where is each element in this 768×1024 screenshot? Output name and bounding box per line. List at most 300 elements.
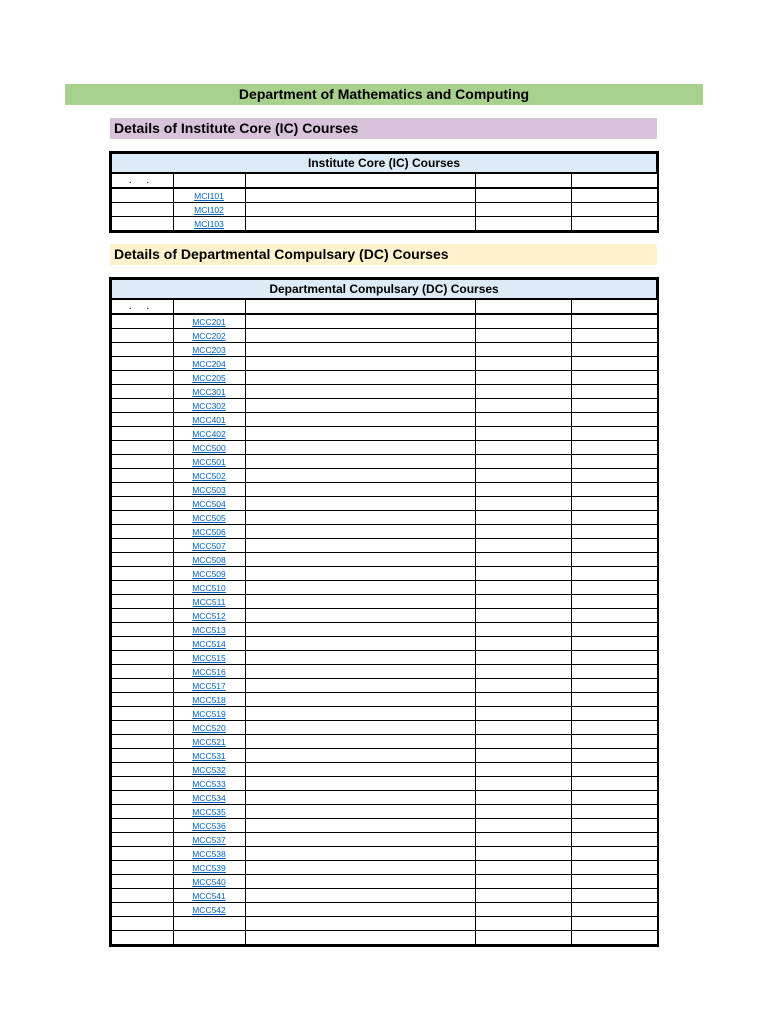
course-code-link[interactable]: MCC204 [192,358,226,369]
table-cell [475,441,571,455]
table-cell [245,693,475,707]
course-code-link[interactable]: MCC541 [192,890,226,901]
table-row [111,567,657,581]
course-code-link[interactable]: MCC520 [192,722,226,733]
table-cell [475,595,571,609]
table-cell [245,314,475,329]
table-cell [111,553,173,567]
course-code-link[interactable]: MCC517 [192,680,226,691]
table-cell [571,609,657,623]
table-cell [111,427,173,441]
course-code-cell [173,525,245,539]
table-cell [173,931,245,946]
ic-header-cell [173,173,245,188]
dc-header-dots: . . [111,299,173,314]
table-cell [571,497,657,511]
course-code-link[interactable]: MCI101 [194,190,224,201]
course-code-cell [173,511,245,525]
table-cell [475,539,571,553]
table-cell [111,217,173,232]
course-code-cell [173,399,245,413]
table-cell [571,343,657,357]
course-code-link[interactable]: MCC542 [192,904,226,915]
table-cell [475,931,571,946]
table-row [111,399,657,413]
table-row [111,188,657,203]
table-row [111,595,657,609]
dc-header-row [111,299,657,314]
table-row [111,581,657,595]
table-cell [475,637,571,651]
course-code-link[interactable]: MCC201 [192,316,226,327]
table-cell [475,314,571,329]
table-cell [245,203,475,217]
table-cell [245,469,475,483]
table-cell [245,805,475,819]
table-row [111,441,657,455]
course-code-cell [173,497,245,511]
table-cell [475,371,571,385]
dc-header-cell [173,299,245,314]
table-cell [475,413,571,427]
table-cell [111,665,173,679]
department-banner: Department of Mathematics and Computing [65,84,703,105]
course-code-cell [173,609,245,623]
course-code-cell [173,203,245,217]
table-row [111,357,657,371]
table-cell [245,931,475,946]
course-code-cell [173,791,245,805]
course-code-link[interactable]: MCC519 [192,708,226,719]
course-code-link[interactable]: MCC515 [192,652,226,663]
table-cell [571,329,657,343]
table-cell [475,651,571,665]
dc-header-cell [475,299,571,314]
table-cell [111,847,173,861]
course-code-link[interactable]: MCC302 [192,400,226,411]
table-cell [245,217,475,232]
table-cell [571,651,657,665]
table-row [111,665,657,679]
table-row [111,889,657,903]
table-row [111,314,657,329]
table-cell [245,623,475,637]
table-cell [571,385,657,399]
course-code-link[interactable]: MCC535 [192,806,226,817]
table-cell [245,511,475,525]
table-cell [245,329,475,343]
table-row [111,903,657,917]
table-cell [571,441,657,455]
table-cell [571,721,657,735]
course-code-cell [173,805,245,819]
table-row [111,707,657,721]
table-cell [475,623,571,637]
course-code-link[interactable]: MCC536 [192,820,226,831]
table-row [111,217,657,232]
table-cell [475,693,571,707]
table-row [111,637,657,651]
table-cell [111,343,173,357]
table-cell [571,539,657,553]
table-cell [571,679,657,693]
course-code-cell [173,469,245,483]
course-code-cell [173,721,245,735]
course-code-cell [173,861,245,875]
table-cell [475,385,571,399]
table-cell [245,763,475,777]
table-cell [571,847,657,861]
table-cell [111,903,173,917]
course-code-cell [173,833,245,847]
table-cell [571,707,657,721]
table-cell [475,455,571,469]
course-code-link[interactable]: MCC203 [192,344,226,355]
table-row [111,413,657,427]
course-code-link[interactable]: MCI102 [194,204,224,215]
table-cell [245,707,475,721]
table-cell [475,735,571,749]
table-cell [245,875,475,889]
course-code-cell [173,679,245,693]
table-cell [111,455,173,469]
course-code-cell [173,707,245,721]
table-cell [475,511,571,525]
table-cell [571,931,657,946]
table-cell [111,749,173,763]
table-row [111,693,657,707]
table-cell [111,651,173,665]
table-cell [475,833,571,847]
course-code-link[interactable]: MCC401 [192,414,226,425]
table-cell [111,413,173,427]
table-row [111,329,657,343]
ic-header-cell [571,173,657,188]
table-cell [111,819,173,833]
table-cell [475,861,571,875]
table-row [111,539,657,553]
table-row [111,847,657,861]
table-cell [245,385,475,399]
table-cell [571,413,657,427]
ic-header-row [111,173,657,188]
table-row [111,623,657,637]
table-cell [571,203,657,217]
course-code-link[interactable]: MCC507 [192,540,226,551]
table-cell [245,343,475,357]
table-cell [111,314,173,329]
course-code-cell [173,188,245,203]
table-cell [571,595,657,609]
course-code-link[interactable]: MCC537 [192,834,226,845]
course-code-cell [173,749,245,763]
table-cell [571,399,657,413]
table-cell [571,903,657,917]
table-row [111,819,657,833]
table-cell [475,553,571,567]
table-cell [475,777,571,791]
table-cell [571,455,657,469]
table-cell [245,595,475,609]
table-cell [571,861,657,875]
table-row [111,679,657,693]
table-cell [111,791,173,805]
course-code-link[interactable]: MCC510 [192,582,226,593]
course-code-link[interactable]: MCC501 [192,456,226,467]
dc-header-cell [571,299,657,314]
table-cell [475,903,571,917]
course-code-link[interactable]: MCC503 [192,484,226,495]
table-row [111,777,657,791]
table-cell [571,917,657,931]
course-code-cell [173,847,245,861]
course-code-cell [173,623,245,637]
table-cell [111,525,173,539]
course-code-link[interactable]: MCC205 [192,372,226,383]
table-cell [245,539,475,553]
table-row [111,791,657,805]
course-code-link[interactable]: MCC531 [192,750,226,761]
table-cell [111,567,173,581]
table-cell [475,581,571,595]
table-cell [475,567,571,581]
table-cell [475,329,571,343]
table-cell [571,469,657,483]
table-cell [571,217,657,232]
table-cell [571,483,657,497]
course-code-link[interactable]: MCC513 [192,624,226,635]
table-cell [111,693,173,707]
table-cell [245,188,475,203]
table-cell [111,539,173,553]
table-cell [475,525,571,539]
table-cell [173,917,245,931]
table-cell [571,553,657,567]
course-code-cell [173,595,245,609]
table-row [111,917,657,931]
table-cell [111,805,173,819]
table-row [111,721,657,735]
table-cell [111,385,173,399]
course-code-link[interactable]: MCC533 [192,778,226,789]
table-cell [475,889,571,903]
course-code-link[interactable]: MCC508 [192,554,226,565]
course-code-link[interactable]: MCC202 [192,330,226,341]
table-row [111,469,657,483]
table-cell [571,889,657,903]
course-code-link[interactable]: MCI103 [194,218,224,229]
table-cell [245,917,475,931]
course-code-link[interactable]: MCC500 [192,442,226,453]
ic-courses-table [110,152,658,232]
table-cell [245,581,475,595]
table-row [111,525,657,539]
course-code-cell [173,553,245,567]
table-cell [475,217,571,232]
table-row [111,609,657,623]
table-cell [475,875,571,889]
table-cell [475,749,571,763]
table-cell [475,427,571,441]
table-row [111,651,657,665]
table-cell [571,805,657,819]
table-row [111,455,657,469]
course-code-cell [173,539,245,553]
table-row [111,763,657,777]
table-cell [111,777,173,791]
course-code-cell [173,385,245,399]
table-cell [571,763,657,777]
table-cell [475,469,571,483]
table-cell [245,889,475,903]
course-code-link[interactable]: MCC511 [192,596,226,607]
table-cell [571,637,657,651]
table-row [111,203,657,217]
table-cell [475,343,571,357]
course-code-link[interactable]: MCC516 [192,666,226,677]
table-cell [245,609,475,623]
course-code-cell [173,637,245,651]
table-cell [245,483,475,497]
table-cell [111,357,173,371]
table-cell [111,931,173,946]
course-code-cell [173,371,245,385]
table-cell [245,847,475,861]
table-cell [475,763,571,777]
course-code-link[interactable]: MCC534 [192,792,226,803]
course-code-cell [173,427,245,441]
table-cell [111,623,173,637]
course-code-cell [173,357,245,371]
table-cell [245,903,475,917]
table-cell [111,399,173,413]
table-cell [571,314,657,329]
table-cell [475,791,571,805]
table-cell [475,665,571,679]
table-cell [475,483,571,497]
table-row [111,833,657,847]
course-code-cell [173,581,245,595]
course-code-link[interactable]: MCC514 [192,638,226,649]
course-code-cell [173,693,245,707]
table-cell [475,917,571,931]
table-row [111,427,657,441]
table-cell [111,721,173,735]
table-cell [245,399,475,413]
course-code-link[interactable]: MCC506 [192,526,226,537]
table-cell [571,777,657,791]
course-code-cell [173,735,245,749]
table-cell [245,637,475,651]
course-code-cell [173,665,245,679]
course-code-link[interactable]: MCC539 [192,862,226,873]
course-code-cell [173,763,245,777]
table-cell [111,441,173,455]
table-cell [111,595,173,609]
table-cell [245,525,475,539]
table-cell [571,833,657,847]
table-cell [111,609,173,623]
table-cell [111,581,173,595]
course-code-cell [173,413,245,427]
table-cell [245,553,475,567]
table-cell [571,427,657,441]
table-cell [245,651,475,665]
table-cell [245,371,475,385]
dc-section-heading: Details of Departmental Compulsary (DC) Courses [110,244,657,265]
table-cell [111,497,173,511]
ic-header-cell [475,173,571,188]
table-cell [475,805,571,819]
course-code-link[interactable]: MCC532 [192,764,226,775]
course-code-cell [173,217,245,232]
course-code-cell [173,455,245,469]
table-cell [245,497,475,511]
course-code-link[interactable]: MCC521 [192,736,226,747]
dc-table-title: Departmental Compulsary (DC) Courses [111,279,657,299]
table-cell [111,469,173,483]
table-cell [571,749,657,763]
table-cell [111,917,173,931]
table-cell [245,567,475,581]
course-code-link[interactable]: MCC509 [192,568,226,579]
course-code-cell [173,483,245,497]
course-code-link[interactable]: MCC540 [192,876,226,887]
course-code-link[interactable]: MCC512 [192,610,226,621]
table-cell [245,777,475,791]
table-cell [571,357,657,371]
course-code-link[interactable]: MCC518 [192,694,226,705]
table-cell [475,721,571,735]
table-row [111,343,657,357]
table-row [111,483,657,497]
ic-header-dots: . . [111,173,173,188]
table-cell [475,357,571,371]
table-cell [245,721,475,735]
course-code-link[interactable]: MCC538 [192,848,226,859]
table-row [111,385,657,399]
table-row [111,497,657,511]
table-cell [245,819,475,833]
table-row [111,511,657,525]
table-row [111,805,657,819]
table-row [111,371,657,385]
table-cell [475,707,571,721]
course-code-link[interactable]: MCC505 [192,512,226,523]
table-cell [571,791,657,805]
table-cell [475,203,571,217]
table-cell [571,819,657,833]
table-cell [475,819,571,833]
table-cell [111,329,173,343]
dc-courses-table [110,278,658,946]
course-code-link[interactable]: MCC301 [192,386,226,397]
table-cell [245,749,475,763]
course-code-cell [173,889,245,903]
table-row [111,553,657,567]
table-cell [571,567,657,581]
table-cell [245,413,475,427]
course-code-link[interactable]: MCC502 [192,470,226,481]
ic-table-title: Institute Core (IC) Courses [111,153,657,173]
table-cell [571,511,657,525]
course-code-link[interactable]: MCC504 [192,498,226,509]
table-cell [571,581,657,595]
dc-header-cell [245,299,475,314]
table-cell [571,525,657,539]
table-row [111,931,657,946]
course-code-link[interactable]: MCC402 [192,428,226,439]
